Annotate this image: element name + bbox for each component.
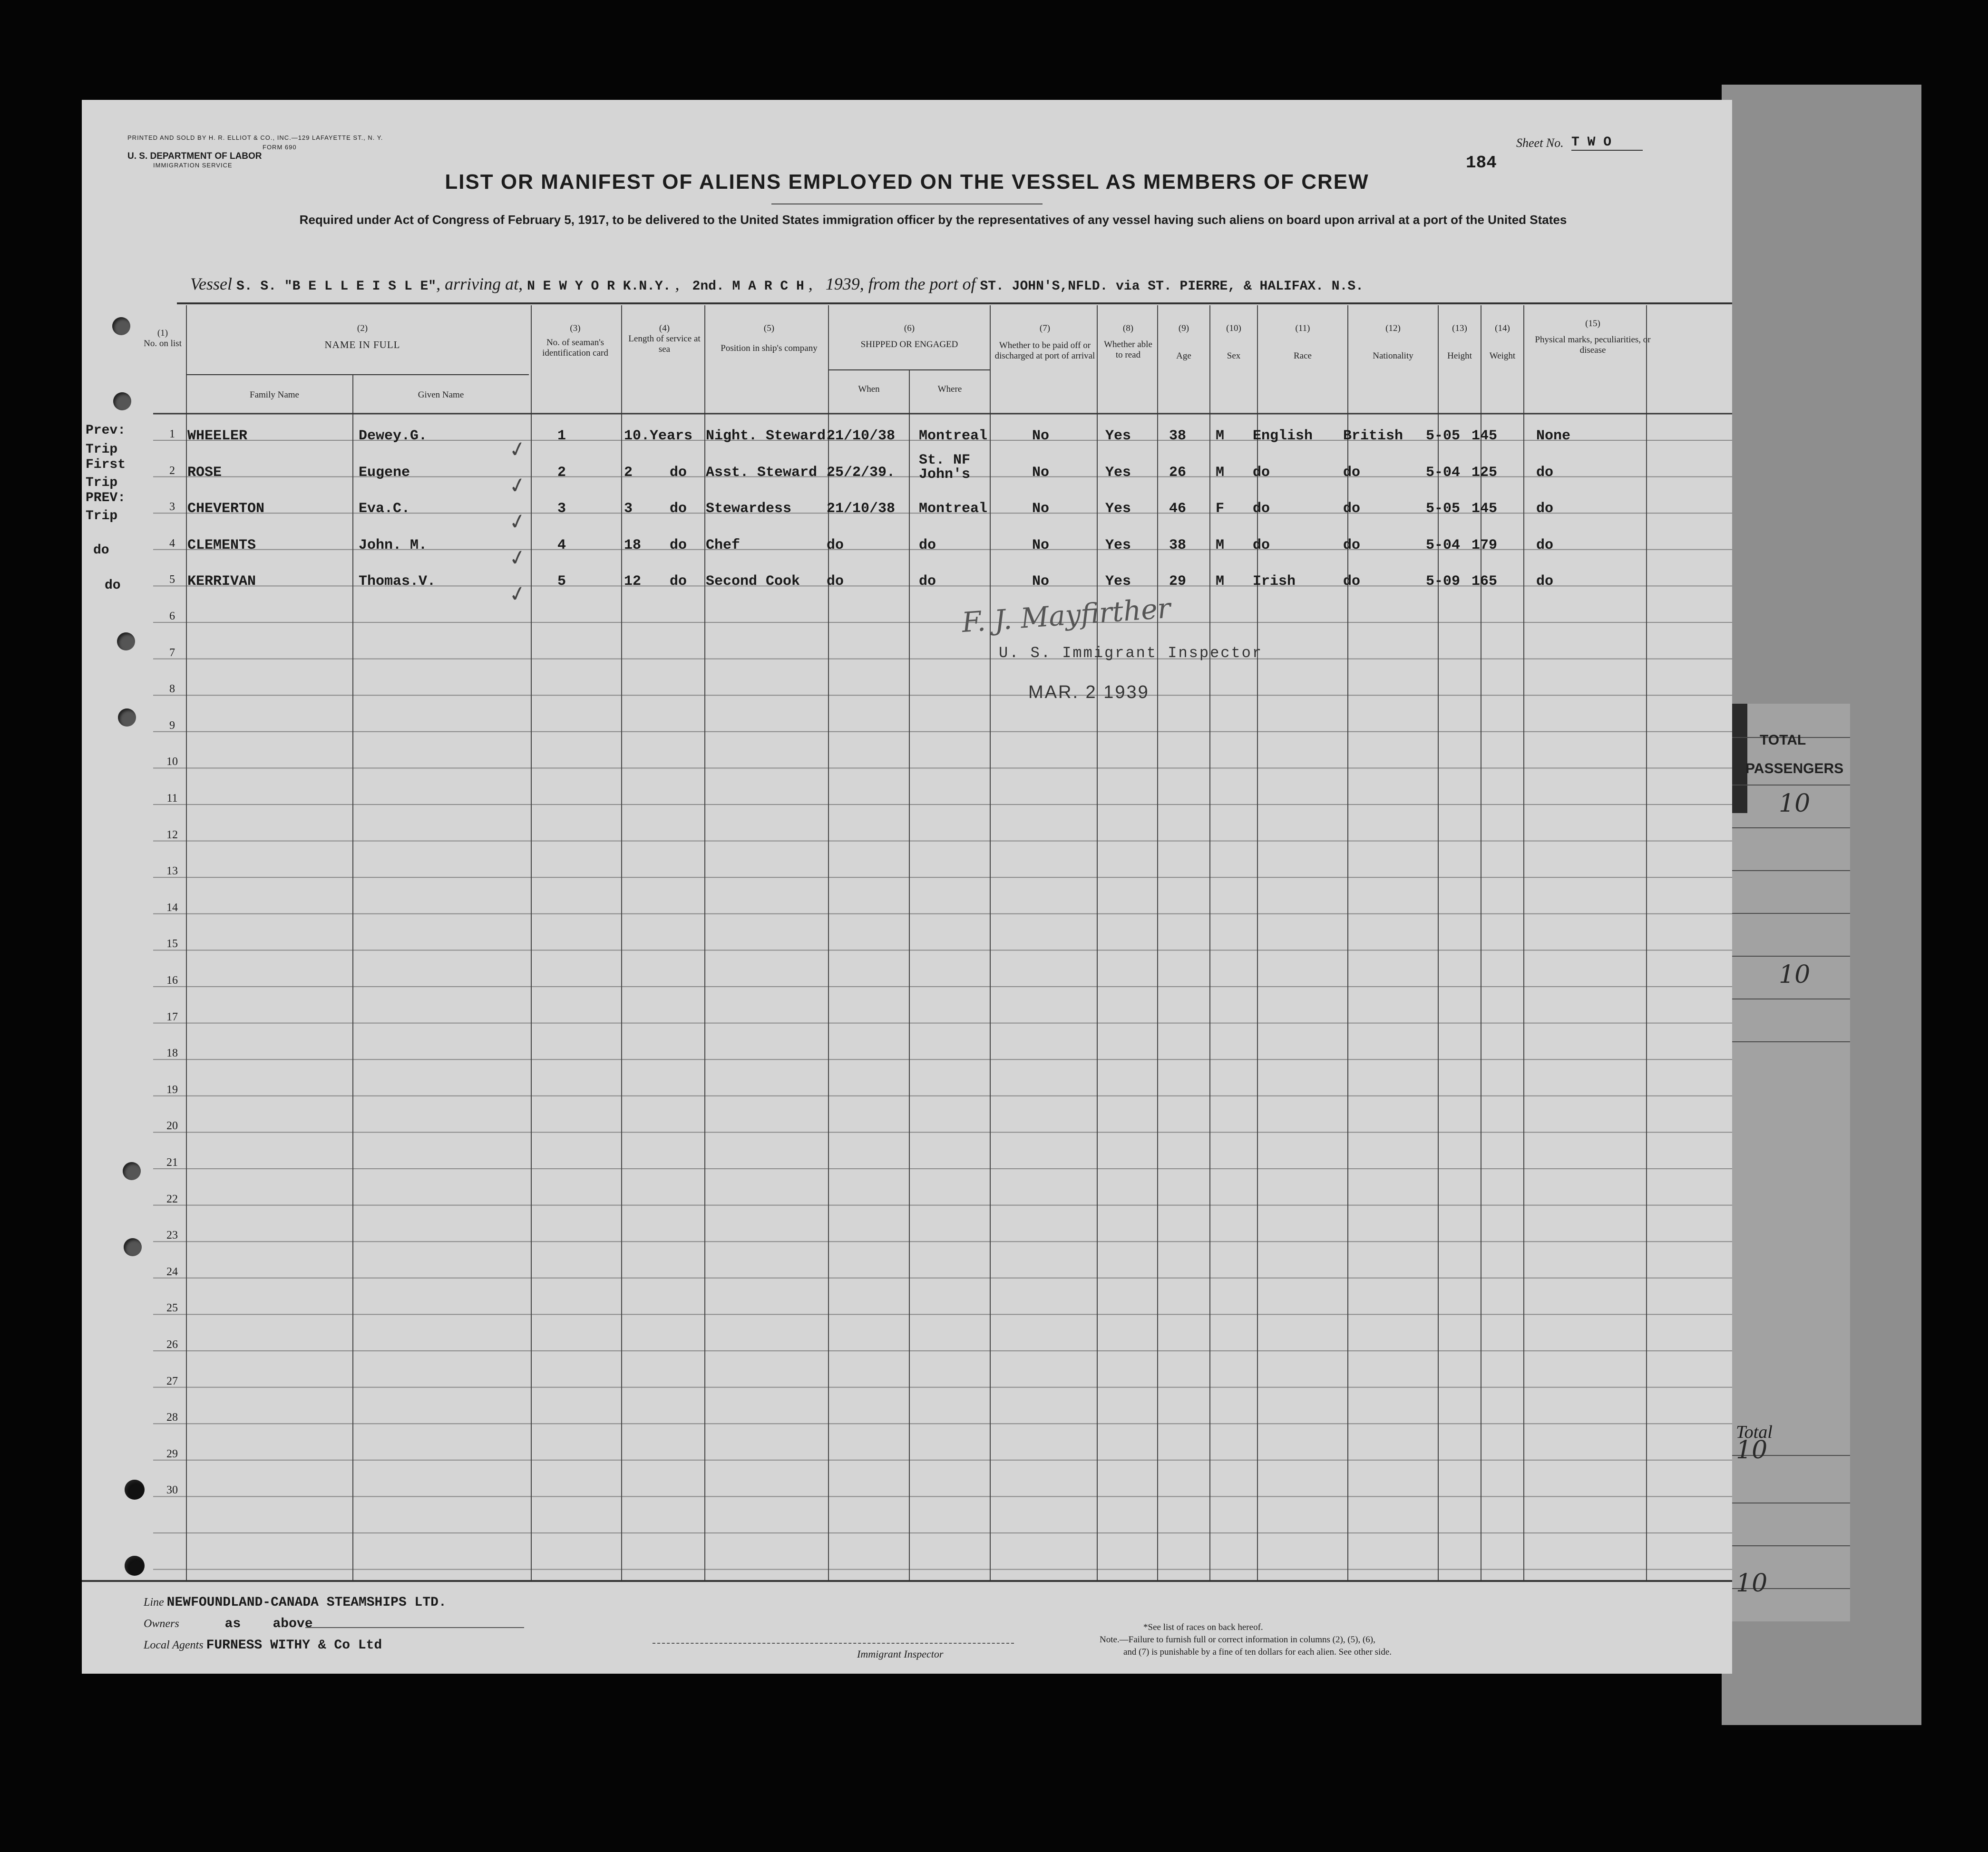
row-2-position: Asst. Steward (706, 464, 818, 481)
row-3-sex: F (1216, 501, 1225, 517)
page-number: 184 (1466, 153, 1497, 173)
immigrant-inspector-label: Immigrant Inspector (857, 1648, 944, 1660)
row-number: 7 (169, 646, 175, 659)
margin-note-7: do (93, 543, 109, 558)
row-2-sex: M (1216, 464, 1225, 481)
row-5-service: 12 (624, 573, 642, 590)
col-4-header: (4) Length of service at sea (628, 323, 701, 354)
col-7-header: (7) Whether to be paid off or discharged at port of arrival (994, 323, 1095, 361)
row-5-no: 5 (169, 573, 175, 586)
col-2-header: (2) NAME IN FULL (324, 323, 400, 350)
col-9-header: (9) Age (1176, 323, 1191, 361)
punch-hole (113, 392, 131, 410)
row-1-family: WHEELER (187, 428, 248, 444)
owners-rule (305, 1627, 524, 1628)
row-2-where: St. NF John's (919, 452, 971, 483)
inspector-date-stamp: MAR. 2 1939 (1028, 682, 1150, 702)
punch-hole (118, 708, 136, 727)
row-4-family: CLEMENTS (187, 537, 256, 553)
row-4-given: John. M. (359, 537, 428, 553)
row-4-when: do (827, 537, 844, 553)
col-15-header: (15) Physical marks, peculiarities, or disease (1535, 319, 1651, 355)
row-number: 10 (166, 756, 178, 768)
row-number: 15 (166, 938, 178, 950)
row-5-position: Second Cook (706, 573, 800, 590)
row-4-position: Chef (706, 537, 741, 553)
arrival-date: 2nd. M A R C H (692, 279, 804, 294)
row-5-when: do (827, 573, 844, 590)
row-2-weight: 125 (1472, 464, 1498, 481)
line-field: Line NEWFOUNDLAND-CANADA STEAMSHIPS LTD. (144, 1595, 447, 1610)
row-5-age: 29 (1169, 573, 1187, 590)
row-3-nationality: do (1343, 501, 1361, 517)
row-5-service-unit: do (670, 573, 687, 590)
row-3-height: 5-05 (1426, 501, 1461, 517)
margin-note-1: Prev: (86, 423, 126, 438)
row-2-card: 2 (557, 464, 566, 481)
row-number: 6 (169, 610, 175, 622)
row-1-no: 1 (169, 428, 175, 440)
col-6a-header: When (858, 384, 880, 394)
margin-note-3: First (86, 457, 126, 472)
row-4-read: Yes (1105, 537, 1131, 553)
row-number: 16 (166, 974, 178, 987)
row-5-read: Yes (1105, 573, 1131, 590)
tally-passengers-label: PASSENGERS (1745, 761, 1844, 776)
inspector-title-stamp: U. S. Immigrant Inspector (999, 644, 1263, 662)
col-2a-header: Family Name (250, 390, 299, 400)
local-agents-field: Local Agents FURNESS WITHY & Co Ltd (144, 1638, 382, 1653)
row-2-height: 5-04 (1426, 464, 1461, 481)
row-3-card: 3 (557, 501, 566, 517)
punch-hole (125, 1480, 145, 1500)
arrival-port: N E W Y O R K.N.Y. (527, 279, 671, 294)
row-3-no: 3 (169, 501, 175, 514)
row-2-marks: do (1536, 464, 1554, 481)
col-14-header: (14) Weight (1489, 323, 1516, 361)
punch-hole (124, 1238, 142, 1256)
row-3-given: Eva.C. (359, 501, 410, 517)
row-number: 17 (166, 1010, 178, 1023)
row-1-position: Night. Steward (706, 428, 826, 444)
row-3-where: Montreal (919, 501, 988, 517)
row-1-card: 1 (557, 428, 566, 444)
row-4-card: 4 (557, 537, 566, 553)
row-3-race: do (1253, 501, 1270, 517)
row-4-sex: M (1216, 537, 1225, 553)
check-mark-1: ✓ (507, 436, 529, 464)
manifest-sheet (82, 100, 1732, 1674)
row-2-race: do (1253, 464, 1270, 481)
col-11-header: (11) Race (1294, 323, 1312, 361)
row-number: 8 (169, 683, 175, 696)
row-3-when: 21/10/38 (827, 501, 896, 517)
row-3-family: CHEVERTON (187, 501, 265, 517)
document-title: LIST OR MANIFEST OF ALIENS EMPLOYED ON THE VESSEL AS MEMBERS OF CREW (445, 170, 1369, 194)
fine-note-1: Note.—Failure to furnish full or correct information in columns (2), (5), (6), (1100, 1635, 1375, 1645)
row-number: 22 (166, 1193, 178, 1205)
row-2-paid: No (1032, 464, 1050, 481)
col-8-header: (8) Whether able to read (1104, 323, 1152, 360)
tally-value-4: 10 (1736, 1569, 1768, 1598)
row-number: 14 (166, 901, 178, 914)
row-5-sex: M (1216, 573, 1225, 590)
row-2-nationality: do (1343, 464, 1361, 481)
row-4-paid: No (1032, 537, 1050, 553)
col-5-header: (5) Position in ship's company (721, 323, 818, 353)
row-number: 24 (166, 1265, 178, 1278)
row-4-age: 38 (1169, 537, 1187, 553)
row-5-family: KERRIVAN (187, 573, 256, 590)
check-mark-5: ✓ (507, 580, 529, 608)
form-number: FORM 690 (263, 144, 297, 151)
row-number: 18 (166, 1047, 178, 1060)
row-1-nationality: British (1343, 428, 1403, 444)
row-5-card: 5 (557, 573, 566, 590)
col-12-header: (12) Nationality (1373, 323, 1413, 361)
row-1-where: Montreal (919, 428, 988, 444)
check-mark-4: ✓ (507, 544, 529, 572)
row-1-height: 5-05 (1426, 428, 1461, 444)
row-2-no: 2 (169, 464, 175, 477)
row-4-service-unit: do (670, 537, 687, 553)
margin-note-4: Trip (86, 475, 118, 490)
from-port-label: , from the port of (859, 274, 976, 293)
col-6-header: (6) SHIPPED OR ENGAGED (860, 323, 958, 349)
row-1-sex: M (1216, 428, 1225, 444)
row-2-when: 25/2/39. (827, 464, 896, 481)
row-number: 27 (166, 1375, 178, 1387)
row-3-service-unit: do (670, 501, 687, 517)
arrival-year: 1939 (825, 274, 860, 293)
vessel-name: S. S. "B E L L E I S L E" (236, 279, 437, 294)
row-5-race: Irish (1253, 573, 1296, 590)
row-1-service: 10.Years (624, 428, 693, 444)
row-3-age: 46 (1169, 501, 1187, 517)
row-2-service: 2 (624, 464, 633, 481)
row-3-read: Yes (1105, 501, 1131, 517)
row-1-read: Yes (1105, 428, 1131, 444)
races-note: *See list of races on back hereof. (1143, 1622, 1263, 1632)
row-number: 20 (166, 1120, 178, 1133)
row-5-weight: 165 (1472, 573, 1498, 590)
row-4-nationality: do (1343, 537, 1361, 553)
margin-note-6: Trip (86, 509, 118, 524)
sheet-number-label: Sheet No. (1516, 136, 1564, 150)
vessel-label: Vessel (190, 274, 232, 293)
row-2-given: Eugene (359, 464, 410, 481)
arriving-label: , arriving at, (436, 274, 523, 293)
row-5-paid: No (1032, 573, 1050, 590)
check-mark-3: ✓ (507, 508, 529, 536)
department-name: U. S. DEPARTMENT OF LABOR (127, 151, 262, 161)
check-mark-2: ✓ (507, 472, 529, 500)
fine-note-2: and (7) is punishable by a fine of ten dollars for each alien. See other side. (1123, 1647, 1392, 1657)
inspector-signature-rule (653, 1643, 1014, 1644)
row-number: 11 (166, 792, 178, 805)
vessel-line: Vessel S. S. "B E L L E I S L E", arriving at, N E W Y O R K.N.Y. , 2nd. M A R C H , 1939, from the port of ST. JOHN'S,NFLD. via ST. PIERRE, & HALIFAX. N.S. (190, 274, 1364, 294)
printer-line: PRINTED AND SOLD BY H. R. ELLIOT & CO., INC.—129 LAFAYETTE ST., N. Y. (127, 134, 383, 141)
tally-value-2: 10 (1779, 960, 1811, 989)
row-5-given: Thomas.V. (359, 573, 436, 590)
tally-value-1: 10 (1779, 789, 1811, 818)
tally-total-label: TOTAL (1760, 732, 1806, 748)
row-number: 23 (166, 1229, 178, 1242)
row-2-service-unit: do (670, 464, 687, 481)
row-3-service: 3 (624, 501, 633, 517)
row-5-where: do (919, 573, 936, 590)
row-1-when: 21/10/38 (827, 428, 896, 444)
margin-note-8: do (105, 578, 121, 593)
col-13-header: (13) Height (1447, 323, 1472, 361)
row-2-age: 26 (1169, 464, 1187, 481)
col-1-header: (1) No. on list (144, 328, 182, 349)
row-number: 29 (166, 1447, 178, 1460)
departure-port: ST. JOHN'S,NFLD. via ST. PIERRE, & HALIFAX. N.S. (980, 279, 1364, 294)
row-number: 28 (166, 1411, 178, 1424)
punch-hole (112, 317, 130, 335)
margin-note-2: Trip (86, 442, 118, 457)
punch-hole (117, 632, 135, 650)
margin-note-5: PREV: (86, 491, 126, 505)
row-1-race: English (1253, 428, 1313, 444)
row-4-where: do (919, 537, 936, 553)
row-number: 25 (166, 1302, 178, 1315)
row-number: 12 (166, 828, 178, 841)
punch-hole (125, 1556, 145, 1576)
col-3-header: (3) No. of seaman's identification card (542, 323, 608, 358)
row-4-weight: 179 (1472, 537, 1498, 553)
row-5-marks: do (1536, 573, 1554, 590)
row-5-nationality: do (1343, 573, 1361, 590)
tally-value-3: 10 (1736, 1436, 1768, 1464)
row-2-read: Yes (1105, 464, 1131, 481)
row-number: 26 (166, 1338, 178, 1351)
owners-field: Owners as above (144, 1617, 313, 1631)
row-1-age: 38 (1169, 428, 1187, 444)
document-subtitle: Required under Act of Congress of February 5, 1917, to be delivered to the United States immigration officer by the representatives of any vessel having such aliens on board upon arrival at a port of the United States (299, 213, 1567, 227)
row-1-given: Dewey.G. (359, 428, 428, 444)
row-number: 13 (166, 865, 178, 878)
col-10-header: (10) Sex (1226, 323, 1241, 361)
row-1-weight: 145 (1472, 428, 1498, 444)
tally-sheet (1726, 704, 1850, 1621)
inspector-signature: F. J. Mayfirther (961, 591, 1172, 639)
row-number: 9 (169, 719, 175, 732)
tally-total-script: Total (1736, 1422, 1773, 1442)
row-4-marks: do (1536, 537, 1554, 553)
service-name: IMMIGRATION SERVICE (153, 162, 233, 169)
row-3-weight: 145 (1472, 501, 1498, 517)
row-4-race: do (1253, 537, 1270, 553)
row-number: 30 (166, 1484, 178, 1497)
row-number: 19 (166, 1083, 178, 1096)
row-1-paid: No (1032, 428, 1050, 444)
row-4-height: 5-04 (1426, 537, 1461, 553)
col-2b-header: Given Name (418, 390, 464, 400)
row-4-service: 18 (624, 537, 642, 553)
col-6b-header: Where (937, 384, 962, 394)
sheet-number-value: T W O (1571, 135, 1643, 151)
row-2-family: ROSE (187, 464, 222, 481)
row-3-paid: No (1032, 501, 1050, 517)
punch-hole (123, 1162, 141, 1180)
row-3-marks: do (1536, 501, 1554, 517)
row-number: 21 (166, 1156, 178, 1169)
row-3-position: Stewardess (706, 501, 792, 517)
row-1-marks: None (1536, 428, 1571, 444)
row-5-height: 5-09 (1426, 573, 1461, 590)
row-4-no: 4 (169, 537, 175, 550)
